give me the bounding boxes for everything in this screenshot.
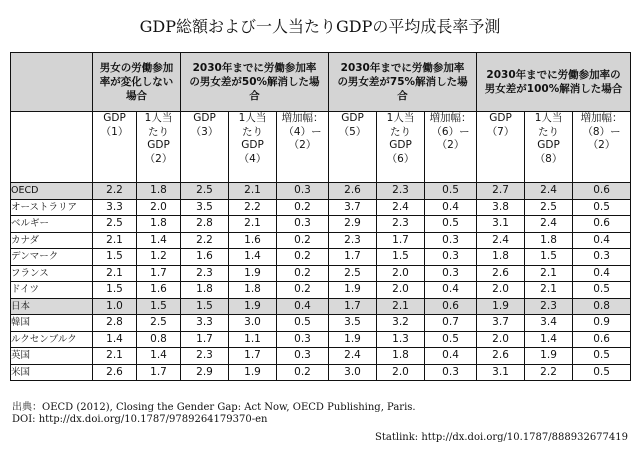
corner-cell: [11, 53, 93, 112]
scenario-header: 男女の労働参加率が変化しない場合: [93, 53, 181, 112]
doi-note: DOI: http://dx.doi.org/10.1787/9789264179370-en: [12, 414, 268, 425]
value-cell: 2.3: [181, 348, 229, 365]
value-cell: 1.8: [181, 282, 229, 299]
value-cell: 0.5: [573, 348, 631, 365]
table-row: [11, 216, 631, 233]
value-cell: 2.1: [93, 265, 137, 282]
value-cell: 1.5: [377, 249, 425, 266]
value-cell: 2.1: [377, 298, 425, 315]
value-cell: 1.1: [229, 331, 277, 348]
value-cell: 0.4: [573, 265, 631, 282]
column-header: 増加幅：（4）ー（2）: [277, 112, 329, 183]
value-cell: 3.7: [477, 315, 525, 332]
value-cell: 0.4: [277, 298, 329, 315]
value-cell: 2.5: [93, 216, 137, 233]
value-cell: 2.0: [377, 364, 425, 381]
value-cell: 1.7: [329, 298, 377, 315]
source-note: 出典：OECD (2012), Closing the Gender Gap: Act Now, OECD Publishing, Paris.: [12, 402, 416, 413]
country-cell: 英国: [11, 348, 93, 365]
country-cell: フランス: [11, 265, 93, 282]
table-body: [11, 183, 631, 381]
value-cell: 0.3: [277, 183, 329, 200]
value-cell: 3.5: [329, 315, 377, 332]
value-cell: 2.6: [93, 364, 137, 381]
value-cell: 3.7: [329, 199, 377, 216]
value-cell: 2.5: [181, 183, 229, 200]
value-cell: 2.8: [181, 216, 229, 233]
value-cell: 3.4: [525, 315, 573, 332]
value-cell: 0.3: [425, 364, 477, 381]
value-cell: 1.9: [525, 348, 573, 365]
value-cell: 1.3: [377, 331, 425, 348]
value-cell: 2.5: [137, 315, 181, 332]
value-cell: 0.8: [573, 298, 631, 315]
value-cell: 2.0: [477, 331, 525, 348]
column-header-row: [11, 112, 631, 183]
table-row: [11, 183, 631, 200]
column-header: 増加幅：（8）ー（2）: [573, 112, 631, 183]
value-cell: 3.1: [477, 216, 525, 233]
table-row: [11, 265, 631, 282]
value-cell: 2.0: [377, 282, 425, 299]
country-cell: ベルギー: [11, 216, 93, 233]
value-cell: 2.4: [477, 232, 525, 249]
table-row: [11, 348, 631, 365]
country-cell: オーストラリア: [11, 199, 93, 216]
country-cell: 韓国: [11, 315, 93, 332]
value-cell: 1.8: [229, 282, 277, 299]
value-cell: 2.3: [329, 232, 377, 249]
value-cell: 3.2: [377, 315, 425, 332]
value-cell: 0.4: [573, 232, 631, 249]
value-cell: 1.5: [137, 298, 181, 315]
value-cell: 1.9: [477, 298, 525, 315]
value-cell: 1.4: [137, 348, 181, 365]
value-cell: 0.8: [137, 331, 181, 348]
value-cell: 2.9: [329, 216, 377, 233]
scenario-header: 2030年までに労働参加率の男女差が100%解消した場合: [477, 53, 631, 112]
table-row: [11, 249, 631, 266]
value-cell: 1.6: [137, 282, 181, 299]
value-cell: 3.0: [329, 364, 377, 381]
value-cell: 1.5: [93, 249, 137, 266]
value-cell: 3.0: [229, 315, 277, 332]
value-cell: 1.5: [93, 282, 137, 299]
value-cell: 2.6: [329, 183, 377, 200]
value-cell: 1.9: [229, 298, 277, 315]
value-cell: 1.9: [329, 331, 377, 348]
value-cell: 0.3: [425, 232, 477, 249]
country-cell: 米国: [11, 364, 93, 381]
value-cell: 0.2: [277, 265, 329, 282]
value-cell: 2.3: [377, 216, 425, 233]
value-cell: 2.2: [93, 183, 137, 200]
country-cell: デンマーク: [11, 249, 93, 266]
table-row: [11, 232, 631, 249]
value-cell: 0.5: [573, 364, 631, 381]
value-cell: 2.7: [477, 183, 525, 200]
table-row: [11, 199, 631, 216]
value-cell: 0.2: [277, 249, 329, 266]
country-cell: 日本: [11, 298, 93, 315]
value-cell: 0.6: [573, 331, 631, 348]
value-cell: 3.3: [181, 315, 229, 332]
column-header: GDP（7）: [477, 112, 525, 183]
value-cell: 2.4: [329, 348, 377, 365]
value-cell: 1.5: [525, 249, 573, 266]
value-cell: 0.3: [277, 348, 329, 365]
value-cell: 2.5: [329, 265, 377, 282]
value-cell: 0.2: [277, 282, 329, 299]
value-cell: 1.7: [137, 265, 181, 282]
country-cell: ドイツ: [11, 282, 93, 299]
value-cell: 2.0: [377, 265, 425, 282]
value-cell: 1.4: [137, 232, 181, 249]
statlink-note: Statlink: http://dx.doi.org/10.1787/888932677419: [375, 432, 628, 443]
value-cell: 3.1: [477, 364, 525, 381]
value-cell: 3.3: [93, 199, 137, 216]
value-cell: 1.7: [329, 249, 377, 266]
value-cell: 1.7: [229, 348, 277, 365]
value-cell: 1.4: [229, 249, 277, 266]
value-cell: 1.8: [525, 232, 573, 249]
value-cell: 2.3: [181, 265, 229, 282]
scenario-header-row: [11, 53, 631, 112]
chart-title: GDP総額および一人当たりGDPの平均成長率予測: [139, 17, 501, 36]
value-cell: 2.1: [93, 232, 137, 249]
value-cell: 0.7: [425, 315, 477, 332]
value-cell: 2.2: [181, 232, 229, 249]
value-cell: 0.5: [425, 216, 477, 233]
value-cell: 0.9: [573, 315, 631, 332]
value-cell: 2.8: [93, 315, 137, 332]
value-cell: 1.2: [137, 249, 181, 266]
table-row: [11, 282, 631, 299]
value-cell: 2.4: [377, 199, 425, 216]
value-cell: 2.6: [477, 265, 525, 282]
value-cell: 0.5: [277, 315, 329, 332]
value-cell: 1.9: [229, 265, 277, 282]
table-row: [11, 364, 631, 381]
value-cell: 1.7: [137, 364, 181, 381]
value-cell: 1.8: [477, 249, 525, 266]
value-cell: 1.4: [525, 331, 573, 348]
corner-cell: [11, 112, 93, 183]
value-cell: 0.2: [277, 364, 329, 381]
column-header: 1人当たりGDP（6）: [377, 112, 425, 183]
value-cell: 2.3: [525, 298, 573, 315]
value-cell: 0.4: [425, 348, 477, 365]
value-cell: 2.1: [525, 282, 573, 299]
value-cell: 0.5: [573, 199, 631, 216]
value-cell: 0.3: [425, 249, 477, 266]
value-cell: 2.3: [377, 183, 425, 200]
value-cell: 3.5: [181, 199, 229, 216]
value-cell: 2.2: [229, 199, 277, 216]
value-cell: 2.1: [525, 265, 573, 282]
value-cell: 2.1: [229, 216, 277, 233]
value-cell: 1.8: [137, 216, 181, 233]
value-cell: 2.2: [525, 364, 573, 381]
value-cell: 1.9: [329, 282, 377, 299]
table-row: [11, 315, 631, 332]
value-cell: 2.1: [93, 348, 137, 365]
column-header: 1人当たりGDP（2）: [137, 112, 181, 183]
value-cell: 2.1: [229, 183, 277, 200]
table-row: [11, 298, 631, 315]
value-cell: 0.4: [425, 282, 477, 299]
value-cell: 0.6: [573, 216, 631, 233]
value-cell: 1.8: [137, 183, 181, 200]
value-cell: 0.3: [425, 265, 477, 282]
value-cell: 1.6: [181, 249, 229, 266]
value-cell: 1.0: [93, 298, 137, 315]
value-cell: 1.7: [181, 331, 229, 348]
value-cell: 2.4: [525, 216, 573, 233]
value-cell: 1.5: [181, 298, 229, 315]
column-header: GDP（5）: [329, 112, 377, 183]
value-cell: 2.0: [137, 199, 181, 216]
value-cell: 0.5: [573, 282, 631, 299]
value-cell: 0.2: [277, 199, 329, 216]
value-cell: 0.6: [573, 183, 631, 200]
value-cell: 1.6: [229, 232, 277, 249]
value-cell: 1.4: [93, 331, 137, 348]
value-cell: 0.4: [425, 199, 477, 216]
column-header: GDP（3）: [181, 112, 229, 183]
value-cell: 0.5: [425, 331, 477, 348]
column-header: GDP（1）: [93, 112, 137, 183]
value-cell: 0.2: [277, 232, 329, 249]
country-cell: カナダ: [11, 232, 93, 249]
value-cell: 1.8: [377, 348, 425, 365]
scenario-header: 2030年までに労働参加率の男女差が75%解消した場合: [329, 53, 477, 112]
value-cell: 1.7: [377, 232, 425, 249]
value-cell: 0.5: [425, 183, 477, 200]
column-header: 増加幅：（6）ー（2）: [425, 112, 477, 183]
value-cell: 2.5: [525, 199, 573, 216]
country-cell: OECD: [11, 183, 93, 200]
column-header: 1人当たりGDP（8）: [525, 112, 573, 183]
country-cell: ルクセンブルク: [11, 331, 93, 348]
value-cell: 0.3: [277, 331, 329, 348]
gdp-table: [10, 52, 631, 381]
value-cell: 3.8: [477, 199, 525, 216]
table-row: [11, 331, 631, 348]
value-cell: 0.6: [425, 298, 477, 315]
column-header: 1人当たりGDP（4）: [229, 112, 277, 183]
scenario-header: 2030年までに労働参加率の男女差が50%解消した場合: [181, 53, 329, 112]
value-cell: 2.4: [525, 183, 573, 200]
value-cell: 2.6: [477, 348, 525, 365]
value-cell: 2.9: [181, 364, 229, 381]
value-cell: 0.3: [573, 249, 631, 266]
value-cell: 0.3: [277, 216, 329, 233]
value-cell: 1.9: [229, 364, 277, 381]
value-cell: 2.0: [477, 282, 525, 299]
